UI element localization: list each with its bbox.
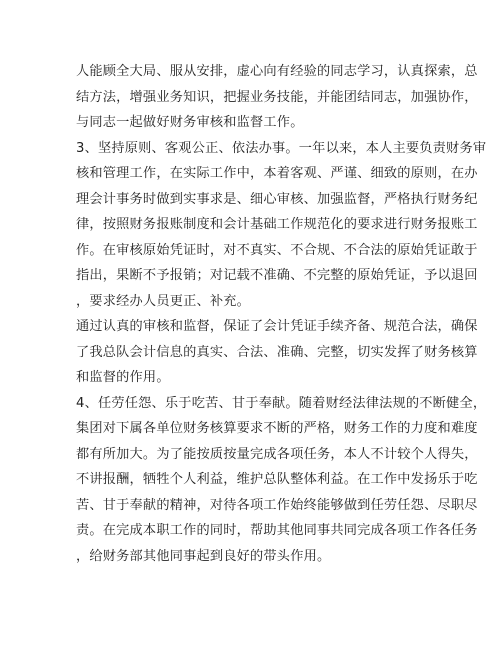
text-line: 了我总队会计信息的真实、合法、准确、完整，切实发挥了财务核算 — [76, 345, 478, 360]
text-line: 核和管理工作，在实际工作中，本着客观、严谨、细致的原则，在办 — [76, 166, 478, 181]
text-line: 人能顾全大局、服从安排，虚心向有经验的同志学习，认真探索，总 — [76, 64, 478, 79]
text-line: 结方法，增强业务知识，把握业务技能，并能团结同志，加强协作， — [76, 90, 478, 105]
text-line: 作。在审核原始凭证时，对不真实、不合规、不合法的原始凭证敢于 — [76, 243, 478, 258]
text-line: 苦、甘于奉献的精神，对待各项工作始终能够做到任劳任怨、尽职尽 — [76, 498, 478, 513]
text-line: 都有所加大。为了能按质按量完成各项任务，本人不计较个人得失， — [76, 447, 478, 462]
text-line: 集团对下属各单位财务核算要求不断的严格，财务工作的力度和难度 — [76, 421, 478, 436]
text-line: 和监督的作用。 — [76, 370, 170, 385]
text-line: 3、坚持原则、客观公正、依法办事。一年以来，本人主要负责财务审 — [76, 141, 487, 156]
text-line: 律，按照财务报账制度和会计基础工作规范化的要求进行财务报账工 — [76, 217, 478, 232]
text-line: 责。在完成本职工作的同时，帮助其他同事共同完成各项工作各任务 — [76, 523, 478, 538]
text-line: 通过认真的审核和监督，保证了会计凭证手续齐备、规范合法，确保 — [76, 319, 478, 334]
text-line: ，要求经办人员更正、补充。 — [76, 294, 251, 309]
text-line: 理会计事务时做到实事求是、细心审核、加强监督，严格执行财务纪 — [76, 192, 478, 207]
text-line: 与同志一起做好财务审核和监督工作。 — [76, 115, 304, 130]
text-line: 不讲报酬，牺牲个人利益，维护总队整体利益。在工作中发扬乐于吃 — [76, 472, 478, 487]
text-line: ，给财务部其他同事起到良好的带头作用。 — [76, 549, 331, 564]
text-line: 4、任劳任怨、乐于吃苦、甘于奉献。随着财经法律法规的不断健全， — [76, 396, 487, 411]
text-line: 指出，果断不予报销；对记载不准确、不完整的原始凭证，予以退回 — [76, 268, 478, 283]
